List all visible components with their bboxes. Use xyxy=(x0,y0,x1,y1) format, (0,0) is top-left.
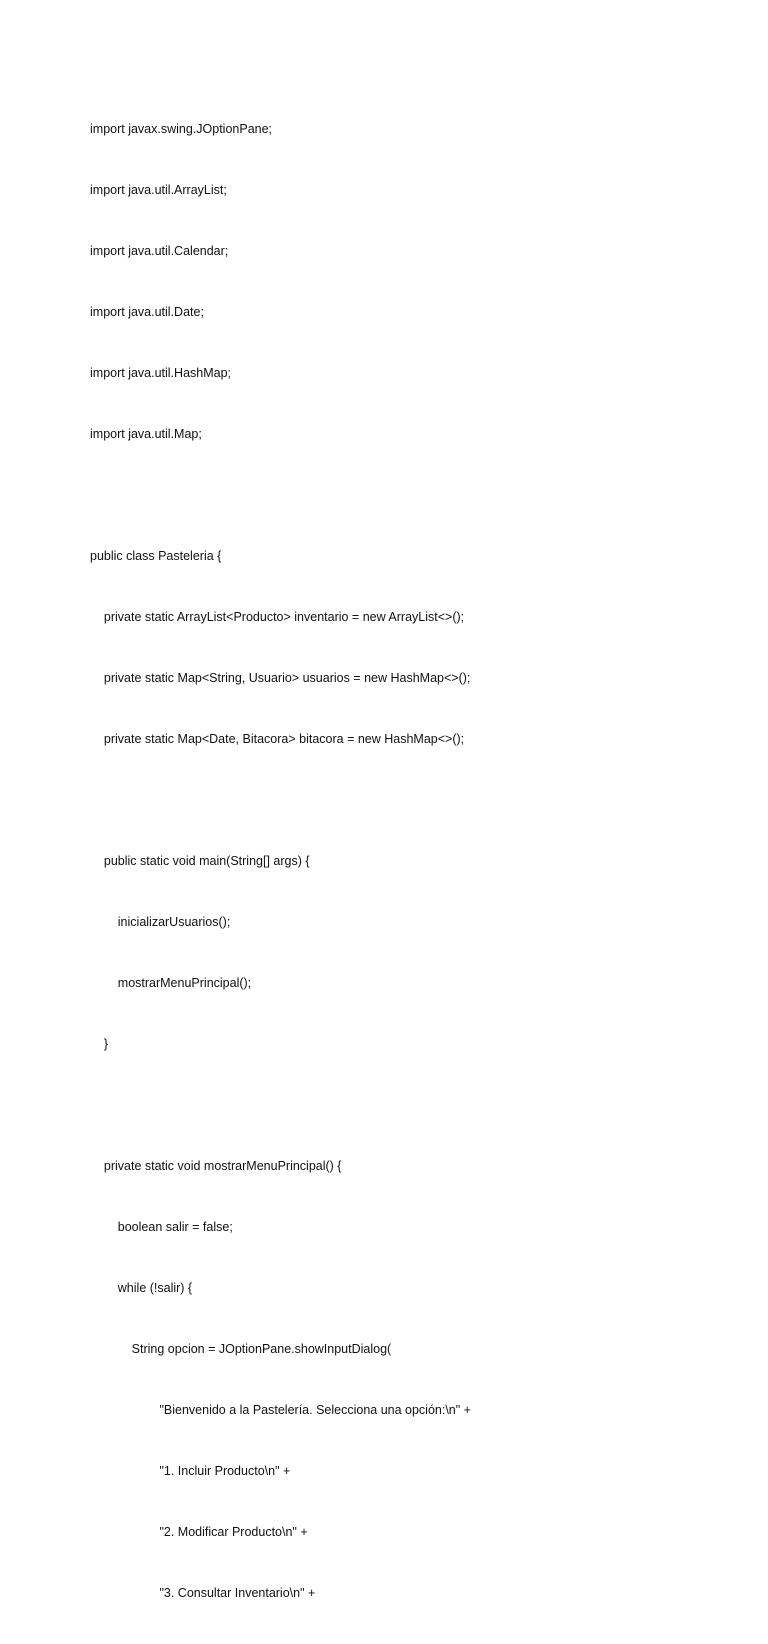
code-line: boolean salir = false; xyxy=(90,1220,233,1234)
code-line: import java.util.Date; xyxy=(90,305,204,319)
blank-line xyxy=(90,1095,730,1128)
code-line: private static void mostrarMenuPrincipal() { xyxy=(90,1159,342,1173)
code-line: private static Map<Date, Bitacora> bitacora = new HashMap<>(); xyxy=(90,732,465,746)
code-listing xyxy=(90,91,730,1644)
code-line: import java.util.HashMap; xyxy=(90,366,232,380)
blank-line xyxy=(90,485,730,518)
code-line: import java.util.Calendar; xyxy=(90,244,229,258)
code-line: private static ArrayList<Producto> inventario = new ArrayList<>(); xyxy=(90,610,465,624)
code-line: "1. Incluir Producto\n" + xyxy=(90,1464,291,1478)
code-line: import javax.swing.JOptionPane; xyxy=(90,122,273,136)
code-line: "2. Modificar Producto\n" + xyxy=(90,1525,308,1539)
code-line: } xyxy=(90,1037,109,1051)
code-line: "Bienvenido a la Pastelería. Selecciona una opción:\n" + xyxy=(90,1403,471,1417)
code-line: String opcion = JOptionPane.showInputDialog( xyxy=(90,1342,392,1356)
code-line: private static Map<String, Usuario> usuarios = new HashMap<>(); xyxy=(90,671,471,685)
code-line: inicializarUsuarios(); xyxy=(90,915,231,929)
code-line: public static void main(String[] args) { xyxy=(90,854,310,868)
code-line: import java.util.ArrayList; xyxy=(90,183,227,197)
code-line: import java.util.Map; xyxy=(90,427,202,441)
blank-line xyxy=(90,790,730,823)
code-line: while (!salir) { xyxy=(90,1281,193,1295)
code-line: mostrarMenuPrincipal(); xyxy=(90,976,252,990)
code-line: public class Pasteleria { xyxy=(90,549,222,563)
code-line: "3. Consultar Inventario\n" + xyxy=(90,1586,316,1600)
